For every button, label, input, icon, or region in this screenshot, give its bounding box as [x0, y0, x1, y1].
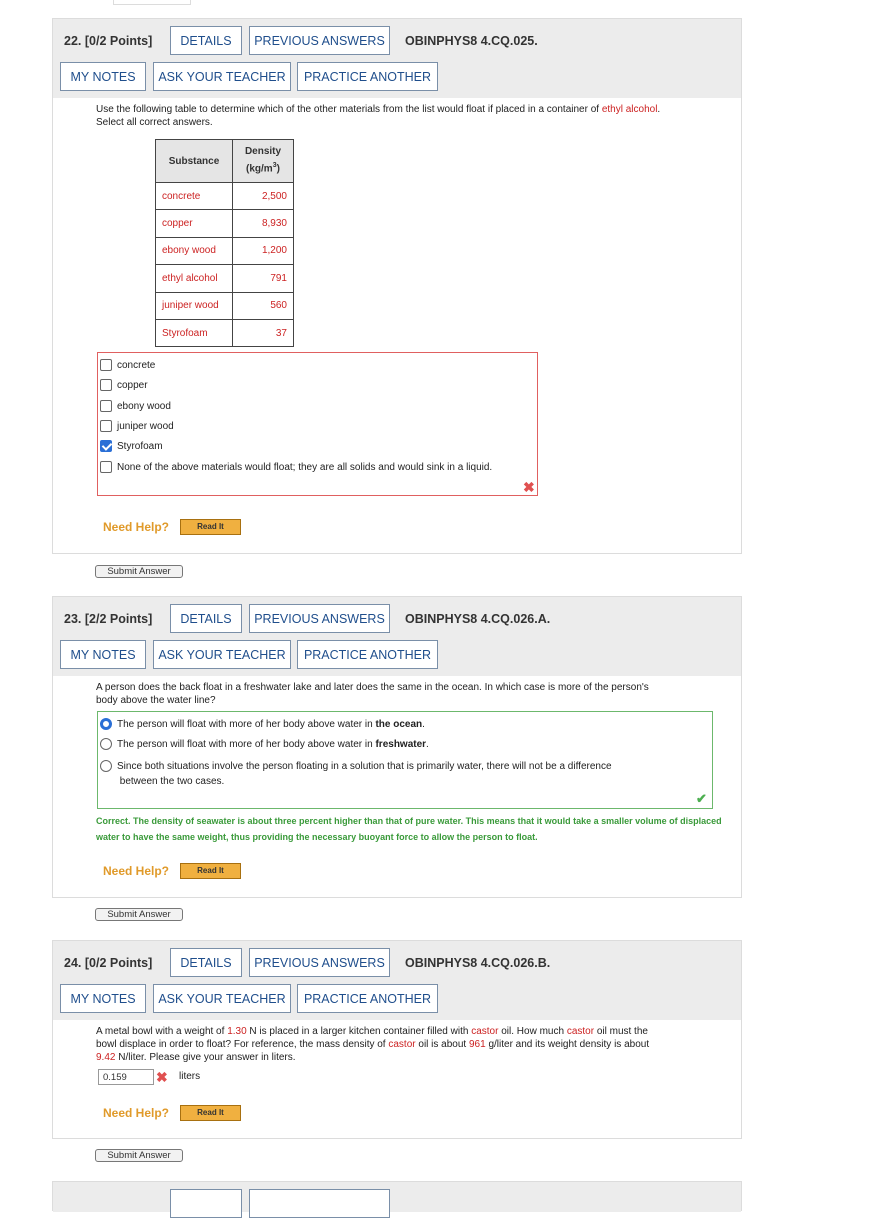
- radio[interactable]: [100, 738, 112, 750]
- checkbox[interactable]: [100, 400, 112, 412]
- read-it-button[interactable]: Read It: [180, 1105, 241, 1121]
- table-row: copper 8,930: [156, 210, 294, 237]
- need-help-label: Need Help?: [103, 520, 170, 534]
- unit-label: liters: [179, 1071, 201, 1082]
- table-header-density: Density $(kg/m^3)$: [233, 140, 294, 183]
- question-text: A metal bowl with a weight of 1.30 N is placed in a larger kitchen container filled with castor oil. How much castor oil must the bowl displace in order to float? For reference, the mass density of castor oil is about 961 g/liter and its weight density is about 9.42 N/liter. Please give your answer in liters.: [96, 1026, 650, 1063]
- radio[interactable]: [100, 760, 112, 772]
- practice-another-button[interactable]: PRACTICE ANOTHER: [297, 62, 438, 91]
- option-juniper-wood[interactable]: juniper wood: [100, 421, 174, 433]
- option-freshwater[interactable]: The person will float with more of her body above water in freshwater.: [100, 739, 429, 751]
- option-ocean[interactable]: The person will float with more of her body above water in the ocean.: [100, 719, 425, 731]
- table-row: ebony wood 1,200: [156, 237, 294, 264]
- question-code: OBINPHYS8 4.CQ.026.A.: [405, 612, 551, 626]
- table-row: ethyl alcohol 791: [156, 265, 294, 292]
- my-notes-button[interactable]: MY NOTES: [60, 640, 146, 669]
- need-help-label: Need Help?: [103, 864, 170, 878]
- question-code: OBINPHYS8 4.CQ.025.: [405, 34, 538, 48]
- table-row: concrete 2,500: [156, 183, 294, 210]
- correct-check-icon: ✔: [696, 791, 707, 806]
- ask-your-teacher-button[interactable]: ASK YOUR TEACHER: [153, 640, 291, 669]
- question-code: OBINPHYS8 4.CQ.026.B.: [405, 956, 551, 970]
- practice-another-button[interactable]: PRACTICE ANOTHER: [297, 984, 438, 1013]
- checkbox[interactable]: [100, 420, 112, 432]
- checkbox[interactable]: [100, 379, 112, 391]
- option-styrofoam[interactable]: Styrofoam: [100, 441, 163, 453]
- option-none-float[interactable]: None of the above materials would float; they are all solids and would sink in a liquid.: [100, 462, 492, 474]
- question-number: 22. [0/2 Points]: [64, 34, 153, 48]
- practice-another-button[interactable]: PRACTICE ANOTHER: [297, 640, 438, 669]
- question-text: A person does the back float in a freshwater lake and later does the same in the ocean. In which case is more of the person's body above the water line?: [96, 682, 649, 706]
- question-23-panel: [52, 596, 742, 920]
- details-button[interactable]: DETAILS: [170, 26, 242, 55]
- incorrect-x-icon: ✖: [156, 1069, 168, 1085]
- my-notes-button[interactable]: MY NOTES: [60, 984, 146, 1013]
- read-it-button[interactable]: Read It: [180, 519, 241, 535]
- submit-answer-button[interactable]: Submit Answer: [95, 908, 183, 921]
- ask-your-teacher-button[interactable]: ASK YOUR TEACHER: [153, 62, 291, 91]
- option-no-difference[interactable]: Since both situations involve the person floating in a solution that is primarily water, there will not be a difference between the two cases.: [100, 759, 612, 789]
- previous-answers-button[interactable]: PREVIOUS ANSWERS: [249, 948, 390, 977]
- incorrect-x-icon: ✖: [523, 479, 535, 495]
- question-24-header: [53, 941, 741, 1020]
- table-row: Styrofoam 37: [156, 319, 294, 346]
- submit-answer-button[interactable]: Submit Answer: [95, 565, 183, 578]
- table-row: juniper wood 560: [156, 292, 294, 319]
- question-22-panel: [52, 18, 742, 577]
- question-23-header: [53, 597, 741, 676]
- previous-question-stub: [113, 0, 191, 5]
- checkbox-checked[interactable]: [100, 440, 112, 452]
- answer-box-incorrect: [97, 352, 538, 496]
- question-25-panel-partial: [52, 1181, 742, 1211]
- radio-selected[interactable]: [100, 718, 112, 730]
- checkbox[interactable]: [100, 461, 112, 473]
- my-notes-button[interactable]: MY NOTES: [60, 62, 146, 91]
- need-help-label: Need Help?: [103, 1106, 170, 1120]
- previous-answers-button[interactable]: PREVIOUS ANSWERS: [249, 26, 390, 55]
- question-24-panel: [52, 940, 742, 1161]
- answer-input[interactable]: [98, 1069, 154, 1085]
- question-number: 23. [2/2 Points]: [64, 612, 153, 626]
- details-button[interactable]: [170, 1189, 242, 1218]
- question-25-header: [53, 1182, 741, 1212]
- submit-answer-button[interactable]: Submit Answer: [95, 1149, 183, 1162]
- option-ebony-wood[interactable]: ebony wood: [100, 401, 171, 413]
- previous-answers-button[interactable]: [249, 1189, 390, 1218]
- option-copper[interactable]: copper: [100, 380, 148, 392]
- density-table: [155, 139, 294, 347]
- answer-box-correct: [97, 711, 713, 809]
- read-it-button[interactable]: Read It: [180, 863, 241, 879]
- question-text: Use the following table to determine which of the other materials from the list would float if placed in a container of ethyl alcohol. Select all correct answers.: [96, 104, 661, 128]
- details-button[interactable]: DETAILS: [170, 948, 242, 977]
- previous-answers-button[interactable]: PREVIOUS ANSWERS: [249, 604, 390, 633]
- checkbox[interactable]: [100, 359, 112, 371]
- feedback-correct: Correct. The density of seawater is about three percent higher than that of pure water. This means that it would take a smaller volume of displaced water to have the same weight, thus providing the necessary buoyant force to allow the person to float.: [96, 816, 722, 842]
- question-number: 24. [0/2 Points]: [64, 956, 153, 970]
- table-header-substance: Substance: [156, 140, 233, 183]
- option-concrete[interactable]: concrete: [100, 360, 155, 372]
- ask-your-teacher-button[interactable]: ASK YOUR TEACHER: [153, 984, 291, 1013]
- details-button[interactable]: DETAILS: [170, 604, 242, 633]
- question-22-header: [53, 19, 741, 98]
